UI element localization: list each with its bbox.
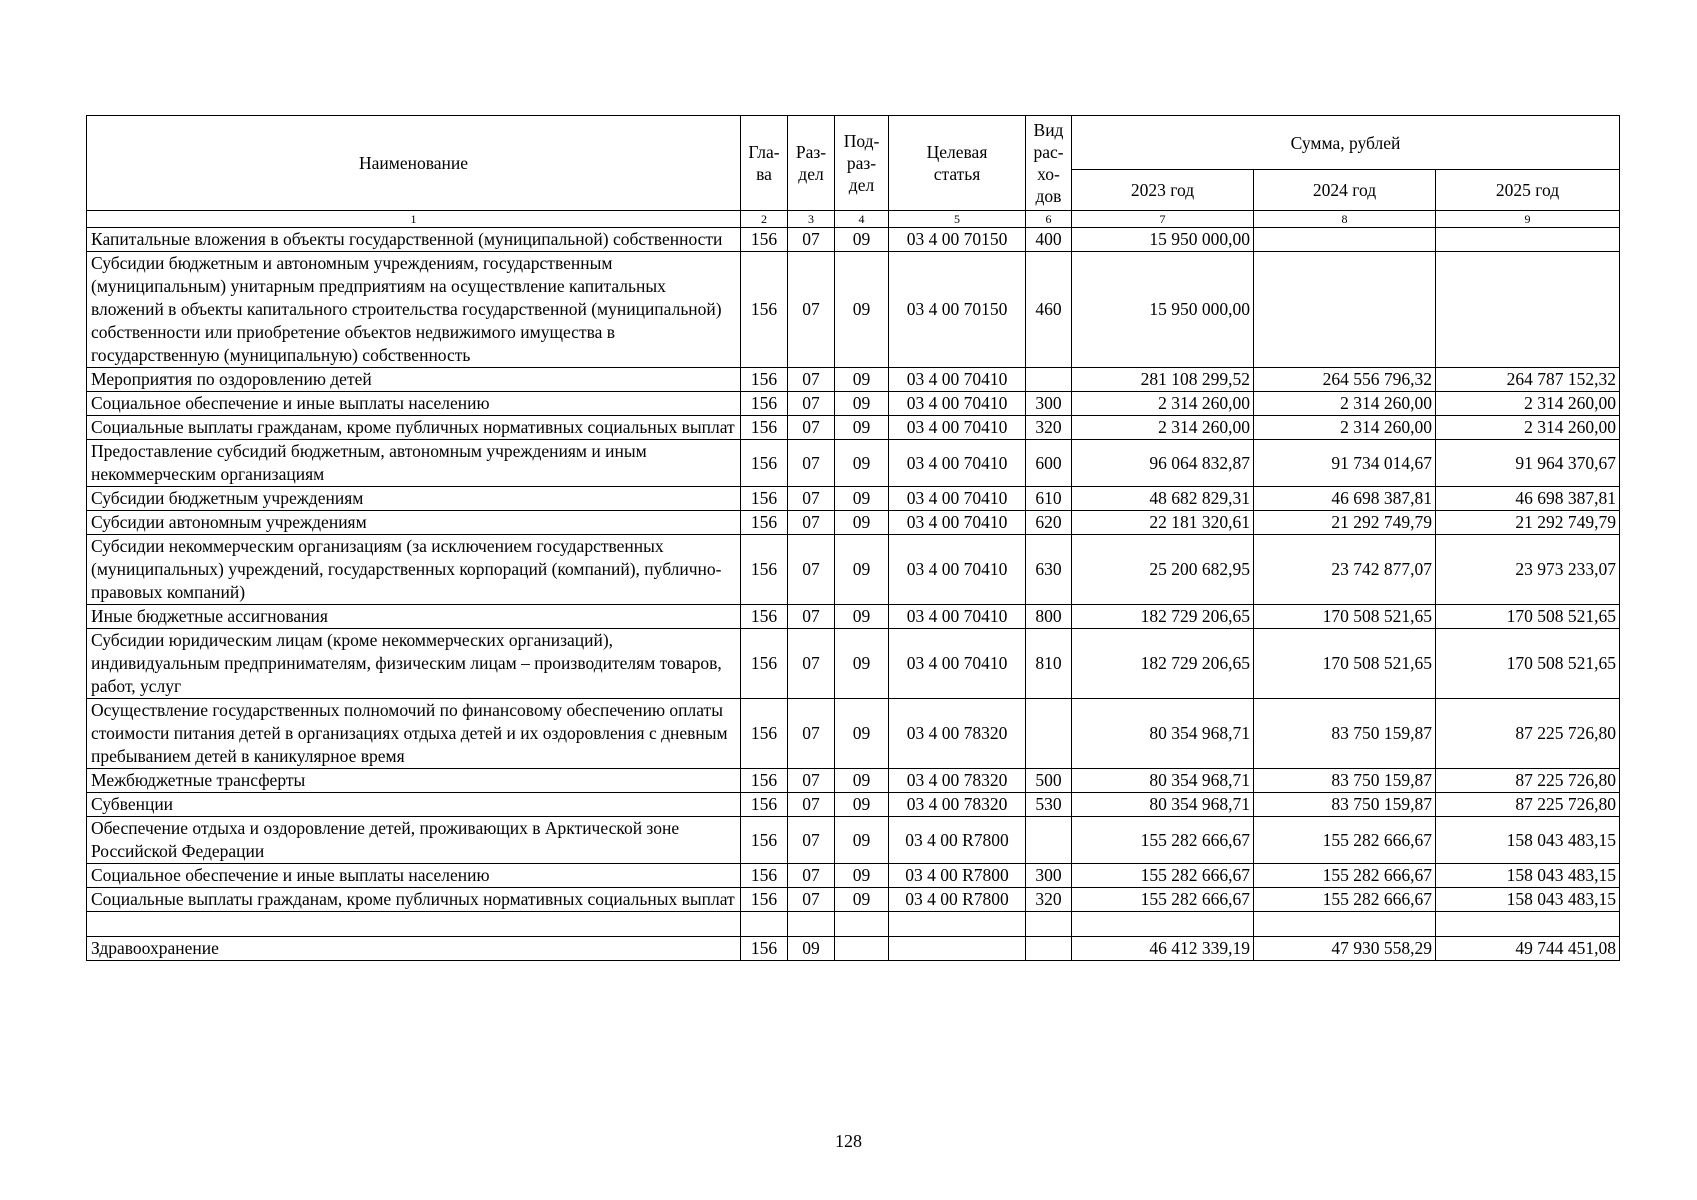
cell-podrazdel bbox=[835, 912, 889, 937]
cell-sum-2024: 170 508 521,65 bbox=[1254, 605, 1436, 629]
cell-name: Социальные выплаты гражданам, кроме публичных нормативных социальных выплат bbox=[87, 888, 741, 912]
cell-name: Субвенции bbox=[87, 793, 741, 817]
cell-sum-2025 bbox=[1436, 252, 1620, 368]
cell-sum-2023 bbox=[1072, 912, 1254, 937]
cell-sum-2023: 15 950 000,00 bbox=[1072, 228, 1254, 252]
cell-celevaya-statya: 03 4 00 70410 bbox=[889, 487, 1026, 511]
cell-podrazdel: 09 bbox=[835, 629, 889, 699]
cell-sum-2024: 91 734 014,67 bbox=[1254, 440, 1436, 487]
cell-podrazdel: 09 bbox=[835, 605, 889, 629]
cell-glava bbox=[741, 912, 788, 937]
cell-name: Предоставление субсидий бюджетным, автономным учреждениям и иным некоммерческим организациям bbox=[87, 440, 741, 487]
cell-sum-2023: 15 950 000,00 bbox=[1072, 252, 1254, 368]
cell-sum-2025: 158 043 483,15 bbox=[1436, 864, 1620, 888]
table-row bbox=[87, 511, 1620, 535]
cell-name: Субсидии автономным учреждениям bbox=[87, 511, 741, 535]
cell-celevaya-statya: 03 4 00 70410 bbox=[889, 368, 1026, 392]
cell-vid-rashodov bbox=[1026, 699, 1072, 769]
header-row bbox=[87, 116, 1620, 170]
cell-razdel: 07 bbox=[788, 817, 835, 864]
cell-sum-2023: 80 354 968,71 bbox=[1072, 699, 1254, 769]
table-row bbox=[87, 368, 1620, 392]
cell-sum-2024: 155 282 666,67 bbox=[1254, 817, 1436, 864]
page-number: 128 bbox=[835, 1131, 862, 1151]
col-number: 1 bbox=[87, 211, 741, 228]
cell-celevaya-statya: 03 4 00 70410 bbox=[889, 535, 1026, 605]
budget-table bbox=[86, 115, 1620, 961]
cell-celevaya-statya: 03 4 00 70410 bbox=[889, 605, 1026, 629]
cell-sum-2024: 83 750 159,87 bbox=[1254, 769, 1436, 793]
column-number-row bbox=[87, 211, 1620, 228]
table-row bbox=[87, 912, 1620, 937]
cell-name: Капитальные вложения в объекты государственной (муниципальной) собственности bbox=[87, 228, 741, 252]
cell-sum-2023: 155 282 666,67 bbox=[1072, 864, 1254, 888]
cell-sum-2024: 83 750 159,87 bbox=[1254, 699, 1436, 769]
cell-podrazdel bbox=[835, 937, 889, 961]
cell-podrazdel: 09 bbox=[835, 440, 889, 487]
cell-name: Социальное обеспечение и иные выплаты населению bbox=[87, 864, 741, 888]
cell-sum-2023: 155 282 666,67 bbox=[1072, 817, 1254, 864]
cell-name: Субсидии бюджетным и автономным учреждениям, государственным (муниципальным) унитарным предприятиям на осуществление капитальных вложений в объекты капитального строительства государственной (муниципальной) собственности или приобретение объектов недвижимого имущества в государственную (муниципальную) собственность bbox=[87, 252, 741, 368]
cell-vid-rashodov: 320 bbox=[1026, 416, 1072, 440]
table-row bbox=[87, 228, 1620, 252]
cell-vid-rashodov bbox=[1026, 912, 1072, 937]
col-header-vid-rashodov: Вид рас- хо- дов bbox=[1026, 116, 1072, 211]
col-number: 2 bbox=[741, 211, 788, 228]
cell-sum-2023: 46 412 339,19 bbox=[1072, 937, 1254, 961]
table-row bbox=[87, 699, 1620, 769]
cell-vid-rashodov: 600 bbox=[1026, 440, 1072, 487]
table-row bbox=[87, 793, 1620, 817]
cell-celevaya-statya: 03 4 00 70410 bbox=[889, 416, 1026, 440]
cell-podrazdel: 09 bbox=[835, 793, 889, 817]
cell-razdel: 07 bbox=[788, 535, 835, 605]
table-row bbox=[87, 487, 1620, 511]
cell-vid-rashodov: 530 bbox=[1026, 793, 1072, 817]
cell-sum-2023: 25 200 682,95 bbox=[1072, 535, 1254, 605]
table-row bbox=[87, 440, 1620, 487]
cell-razdel: 07 bbox=[788, 699, 835, 769]
cell-sum-2025: 87 225 726,80 bbox=[1436, 793, 1620, 817]
cell-razdel: 07 bbox=[788, 416, 835, 440]
cell-name: Межбюджетные трансферты bbox=[87, 769, 741, 793]
col-header-year-2023: 2023 год bbox=[1072, 170, 1254, 211]
cell-vid-rashodov: 320 bbox=[1026, 888, 1072, 912]
cell-glava: 156 bbox=[741, 228, 788, 252]
cell-vid-rashodov bbox=[1026, 368, 1072, 392]
col-number: 4 bbox=[835, 211, 889, 228]
cell-razdel: 07 bbox=[788, 392, 835, 416]
cell-glava: 156 bbox=[741, 793, 788, 817]
cell-glava: 156 bbox=[741, 511, 788, 535]
cell-celevaya-statya: 03 4 00 78320 bbox=[889, 793, 1026, 817]
cell-glava: 156 bbox=[741, 440, 788, 487]
cell-sum-2024: 155 282 666,67 bbox=[1254, 864, 1436, 888]
cell-sum-2025: 158 043 483,15 bbox=[1436, 888, 1620, 912]
cell-glava: 156 bbox=[741, 888, 788, 912]
cell-razdel: 09 bbox=[788, 937, 835, 961]
cell-sum-2023: 2 314 260,00 bbox=[1072, 416, 1254, 440]
cell-celevaya-statya: 03 4 00 R7800 bbox=[889, 888, 1026, 912]
cell-razdel: 07 bbox=[788, 440, 835, 487]
cell-name bbox=[87, 912, 741, 937]
cell-podrazdel: 09 bbox=[835, 769, 889, 793]
table-row bbox=[87, 252, 1620, 368]
cell-podrazdel: 09 bbox=[835, 368, 889, 392]
cell-podrazdel: 09 bbox=[835, 228, 889, 252]
cell-podrazdel: 09 bbox=[835, 416, 889, 440]
cell-sum-2025: 46 698 387,81 bbox=[1436, 487, 1620, 511]
cell-glava: 156 bbox=[741, 487, 788, 511]
cell-glava: 156 bbox=[741, 817, 788, 864]
cell-sum-2023: 22 181 320,61 bbox=[1072, 511, 1254, 535]
cell-vid-rashodov: 800 bbox=[1026, 605, 1072, 629]
cell-podrazdel: 09 bbox=[835, 699, 889, 769]
cell-sum-2025: 264 787 152,32 bbox=[1436, 368, 1620, 392]
cell-sum-2023: 155 282 666,67 bbox=[1072, 888, 1254, 912]
cell-name: Здравоохранение bbox=[87, 937, 741, 961]
col-header-name: Наименование bbox=[87, 116, 741, 211]
cell-name: Осуществление государственных полномочий по финансовому обеспечению оплаты стоимости питания детей в организациях отдыха детей и их оздоровления с дневным пребыванием детей в каникулярное время bbox=[87, 699, 741, 769]
cell-celevaya-statya bbox=[889, 937, 1026, 961]
col-header-glava: Гла- ва bbox=[741, 116, 788, 211]
cell-sum-2025: 91 964 370,67 bbox=[1436, 440, 1620, 487]
table-row bbox=[87, 629, 1620, 699]
cell-podrazdel: 09 bbox=[835, 511, 889, 535]
cell-name: Субсидии юридическим лицам (кроме некоммерческих организаций), индивидуальным предпринимателям, физическим лицам – производителям товаров, работ, услуг bbox=[87, 629, 741, 699]
cell-glava: 156 bbox=[741, 629, 788, 699]
cell-celevaya-statya: 03 4 00 70410 bbox=[889, 392, 1026, 416]
cell-sum-2024 bbox=[1254, 228, 1436, 252]
cell-sum-2025: 158 043 483,15 bbox=[1436, 817, 1620, 864]
col-header-summa: Сумма, рублей bbox=[1072, 116, 1620, 170]
cell-celevaya-statya: 03 4 00 R7800 bbox=[889, 817, 1026, 864]
cell-vid-rashodov bbox=[1026, 937, 1072, 961]
cell-celevaya-statya: 03 4 00 R7800 bbox=[889, 864, 1026, 888]
cell-sum-2023: 96 064 832,87 bbox=[1072, 440, 1254, 487]
cell-sum-2023: 48 682 829,31 bbox=[1072, 487, 1254, 511]
cell-sum-2024: 83 750 159,87 bbox=[1254, 793, 1436, 817]
cell-razdel: 07 bbox=[788, 793, 835, 817]
cell-vid-rashodov bbox=[1026, 817, 1072, 864]
cell-vid-rashodov: 810 bbox=[1026, 629, 1072, 699]
cell-sum-2024: 46 698 387,81 bbox=[1254, 487, 1436, 511]
cell-celevaya-statya: 03 4 00 78320 bbox=[889, 769, 1026, 793]
cell-celevaya-statya: 03 4 00 70410 bbox=[889, 511, 1026, 535]
cell-podrazdel: 09 bbox=[835, 392, 889, 416]
col-header-celevaya-statya: Целевая статья bbox=[889, 116, 1026, 211]
table-body bbox=[87, 228, 1620, 961]
cell-celevaya-statya: 03 4 00 78320 bbox=[889, 699, 1026, 769]
cell-celevaya-statya: 03 4 00 70150 bbox=[889, 252, 1026, 368]
col-number: 3 bbox=[788, 211, 835, 228]
cell-podrazdel: 09 bbox=[835, 888, 889, 912]
cell-sum-2023: 182 729 206,65 bbox=[1072, 629, 1254, 699]
col-header-year-2024: 2024 год bbox=[1254, 170, 1436, 211]
cell-sum-2023: 2 314 260,00 bbox=[1072, 392, 1254, 416]
cell-sum-2025: 87 225 726,80 bbox=[1436, 699, 1620, 769]
cell-glava: 156 bbox=[741, 605, 788, 629]
cell-glava: 156 bbox=[741, 368, 788, 392]
cell-celevaya-statya: 03 4 00 70150 bbox=[889, 228, 1026, 252]
cell-vid-rashodov: 300 bbox=[1026, 392, 1072, 416]
cell-glava: 156 bbox=[741, 416, 788, 440]
cell-razdel: 07 bbox=[788, 769, 835, 793]
cell-vid-rashodov: 610 bbox=[1026, 487, 1072, 511]
col-number: 8 bbox=[1254, 211, 1436, 228]
cell-sum-2025: 170 508 521,65 bbox=[1436, 629, 1620, 699]
cell-podrazdel: 09 bbox=[835, 487, 889, 511]
cell-glava: 156 bbox=[741, 864, 788, 888]
cell-sum-2024 bbox=[1254, 252, 1436, 368]
cell-name: Мероприятия по оздоровлению детей bbox=[87, 368, 741, 392]
cell-glava: 156 bbox=[741, 699, 788, 769]
cell-sum-2024: 21 292 749,79 bbox=[1254, 511, 1436, 535]
cell-podrazdel: 09 bbox=[835, 864, 889, 888]
cell-name: Субсидии некоммерческим организациям (за исключением государственных (муниципальных) учреждений, государственных корпораций (компаний), публично-правовых компаний) bbox=[87, 535, 741, 605]
cell-razdel: 07 bbox=[788, 888, 835, 912]
table-row bbox=[87, 392, 1620, 416]
cell-sum-2023: 182 729 206,65 bbox=[1072, 605, 1254, 629]
cell-name: Иные бюджетные ассигнования bbox=[87, 605, 741, 629]
cell-razdel: 07 bbox=[788, 605, 835, 629]
cell-sum-2024: 155 282 666,67 bbox=[1254, 888, 1436, 912]
cell-celevaya-statya: 03 4 00 70410 bbox=[889, 440, 1026, 487]
cell-razdel: 07 bbox=[788, 511, 835, 535]
cell-sum-2025: 21 292 749,79 bbox=[1436, 511, 1620, 535]
cell-glava: 156 bbox=[741, 937, 788, 961]
cell-sum-2025: 23 973 233,07 bbox=[1436, 535, 1620, 605]
col-header-razdel: Раз- дел bbox=[788, 116, 835, 211]
cell-glava: 156 bbox=[741, 769, 788, 793]
cell-razdel: 07 bbox=[788, 228, 835, 252]
cell-glava: 156 bbox=[741, 392, 788, 416]
cell-celevaya-statya bbox=[889, 912, 1026, 937]
cell-podrazdel: 09 bbox=[835, 535, 889, 605]
cell-name: Социальные выплаты гражданам, кроме публичных нормативных социальных выплат bbox=[87, 416, 741, 440]
table-row bbox=[87, 864, 1620, 888]
cell-razdel: 07 bbox=[788, 487, 835, 511]
cell-vid-rashodov: 300 bbox=[1026, 864, 1072, 888]
cell-sum-2024: 264 556 796,32 bbox=[1254, 368, 1436, 392]
cell-sum-2025 bbox=[1436, 228, 1620, 252]
col-number: 5 bbox=[889, 211, 1026, 228]
cell-razdel: 07 bbox=[788, 368, 835, 392]
table-row bbox=[87, 605, 1620, 629]
cell-sum-2024: 47 930 558,29 bbox=[1254, 937, 1436, 961]
cell-sum-2024 bbox=[1254, 912, 1436, 937]
table-row bbox=[87, 888, 1620, 912]
cell-razdel: 07 bbox=[788, 629, 835, 699]
cell-razdel bbox=[788, 912, 835, 937]
cell-sum-2023: 281 108 299,52 bbox=[1072, 368, 1254, 392]
cell-name: Социальное обеспечение и иные выплаты населению bbox=[87, 392, 741, 416]
col-number: 7 bbox=[1072, 211, 1254, 228]
cell-podrazdel: 09 bbox=[835, 252, 889, 368]
cell-sum-2024: 2 314 260,00 bbox=[1254, 392, 1436, 416]
cell-vid-rashodov: 620 bbox=[1026, 511, 1072, 535]
col-number: 6 bbox=[1026, 211, 1072, 228]
cell-sum-2023: 80 354 968,71 bbox=[1072, 793, 1254, 817]
cell-vid-rashodov: 630 bbox=[1026, 535, 1072, 605]
cell-vid-rashodov: 460 bbox=[1026, 252, 1072, 368]
table-row bbox=[87, 769, 1620, 793]
cell-celevaya-statya: 03 4 00 70410 bbox=[889, 629, 1026, 699]
cell-vid-rashodov: 400 bbox=[1026, 228, 1072, 252]
col-number: 9 bbox=[1436, 211, 1620, 228]
cell-sum-2025: 87 225 726,80 bbox=[1436, 769, 1620, 793]
table-row bbox=[87, 416, 1620, 440]
col-header-podrazdel: Под- раз- дел bbox=[835, 116, 889, 211]
cell-razdel: 07 bbox=[788, 252, 835, 368]
cell-vid-rashodov: 500 bbox=[1026, 769, 1072, 793]
cell-sum-2024: 23 742 877,07 bbox=[1254, 535, 1436, 605]
cell-sum-2023: 80 354 968,71 bbox=[1072, 769, 1254, 793]
cell-sum-2025 bbox=[1436, 912, 1620, 937]
table-row bbox=[87, 817, 1620, 864]
cell-sum-2025: 2 314 260,00 bbox=[1436, 416, 1620, 440]
cell-sum-2025: 170 508 521,65 bbox=[1436, 605, 1620, 629]
cell-razdel: 07 bbox=[788, 864, 835, 888]
cell-sum-2025: 2 314 260,00 bbox=[1436, 392, 1620, 416]
cell-glava: 156 bbox=[741, 252, 788, 368]
cell-sum-2024: 170 508 521,65 bbox=[1254, 629, 1436, 699]
cell-sum-2025: 49 744 451,08 bbox=[1436, 937, 1620, 961]
cell-name: Субсидии бюджетным учреждениям bbox=[87, 487, 741, 511]
cell-name: Обеспечение отдыха и оздоровление детей, проживающих в Арктической зоне Российской Федерации bbox=[87, 817, 741, 864]
cell-glava: 156 bbox=[741, 535, 788, 605]
col-header-year-2025: 2025 год bbox=[1436, 170, 1620, 211]
table-row bbox=[87, 937, 1620, 961]
cell-sum-2024: 2 314 260,00 bbox=[1254, 416, 1436, 440]
cell-podrazdel: 09 bbox=[835, 817, 889, 864]
table-row bbox=[87, 535, 1620, 605]
